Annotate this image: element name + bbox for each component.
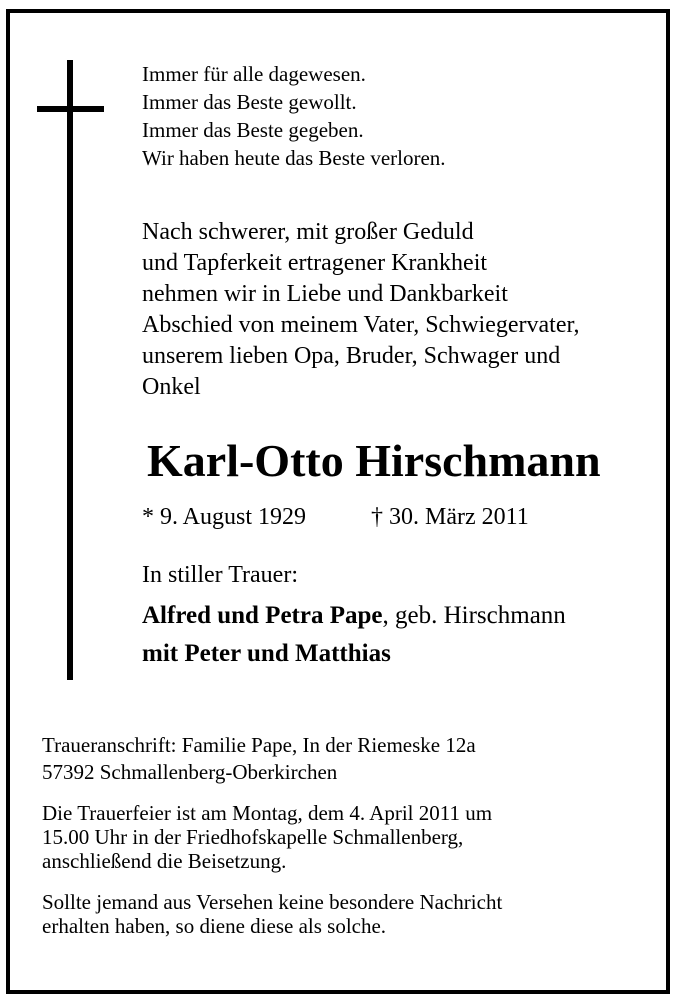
ceremony-line: Die Trauerfeier ist am Montag, dem 4. April 2011 um [42, 801, 493, 825]
poem-line: Immer das Beste gegeben. [142, 118, 364, 142]
intro-line: unserem lieben Opa, Bruder, Schwager und [142, 343, 561, 369]
address-line: 57392 Schmallenberg-Oberkirchen [42, 760, 338, 784]
ceremony-line: 15.00 Uhr in der Friedhofskapelle Schmallenberg, [42, 825, 464, 849]
birth-date: * 9. August 1929 [142, 504, 307, 530]
mourners-maiden-name: , geb. Hirschmann [382, 602, 566, 629]
poem-line: Immer für alle dagewesen. [142, 62, 366, 86]
intro-line: Abschied von meinem Vater, Schwiegervater, [142, 312, 580, 338]
mourners-names: Alfred und Petra Pape [142, 602, 383, 629]
intro-line: nehmen wir in Liebe und Dankbarkeit [142, 281, 508, 307]
mourning-label: In stiller Trauer: [142, 562, 298, 588]
deceased-name: Karl-Otto Hirschmann [147, 435, 601, 486]
ceremony-line: anschließend die Beisetzung. [42, 849, 287, 873]
address-line: Traueranschrift: Familie Pape, In der Riemeske 12a [42, 733, 476, 757]
notice-line: erhalten haben, so diene diese als solche. [42, 914, 387, 938]
intro-line: Nach schwerer, mit großer Geduld [142, 219, 474, 245]
notice-line: Sollte jemand aus Versehen keine besondere Nachricht [42, 890, 503, 914]
intro-line: Onkel [142, 374, 201, 400]
poem-line: Wir haben heute das Beste verloren. [142, 146, 446, 170]
cross-horizontal-bar [37, 106, 104, 112]
death-date: † 30. März 2011 [371, 504, 529, 530]
poem-line: Immer das Beste gewollt. [142, 90, 357, 114]
intro-line: und Tapferkeit ertragener Krankheit [142, 250, 488, 276]
mourners-line-1 [142, 603, 566, 628]
cross-vertical-bar [67, 60, 73, 680]
mourners-line-2: mit Peter und Matthias [142, 640, 391, 667]
